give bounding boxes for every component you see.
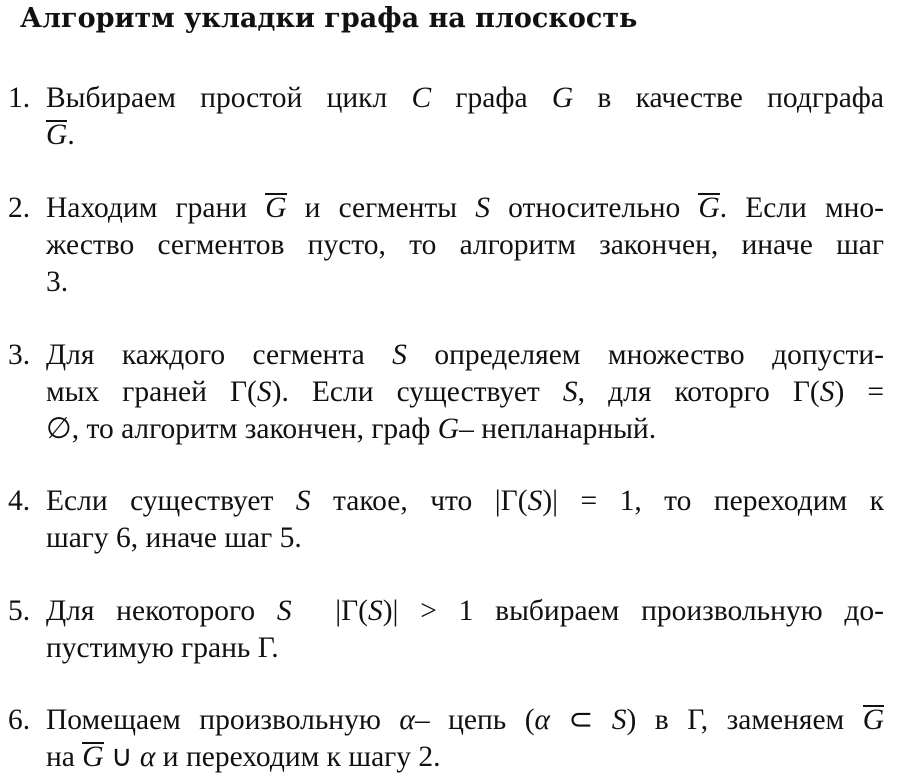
text-run: ⊂ xyxy=(550,704,612,736)
text-run: Выбираем простой цикл xyxy=(46,82,412,114)
step-text xyxy=(46,702,884,776)
step-number: 2. xyxy=(8,192,31,224)
step-line xyxy=(46,374,884,411)
math-symbol: S xyxy=(392,339,407,371)
step-line xyxy=(46,739,884,776)
step-number: 5. xyxy=(8,595,31,627)
text-run: ∪ xyxy=(103,741,140,773)
text-run: ) в Γ, заменяем xyxy=(626,704,863,736)
step-line xyxy=(46,117,884,154)
math-symbol: α xyxy=(399,704,415,736)
math-symbol: S xyxy=(367,595,383,627)
step-number: 4. xyxy=(8,485,31,517)
math-symbol: S xyxy=(295,485,311,517)
step-line xyxy=(46,630,884,667)
text-run: Если существует xyxy=(46,485,296,517)
text-run: )| = 1, то переходим к xyxy=(542,485,885,517)
math-symbol: S xyxy=(527,485,543,517)
step-number: 6. xyxy=(8,704,31,736)
step-line xyxy=(46,337,884,374)
text-run: ). Если существует xyxy=(271,376,563,408)
step-line xyxy=(46,411,884,448)
text-run: )| > 1 выбираем произвольную до- xyxy=(382,595,884,627)
text-run: . xyxy=(67,119,75,151)
math-symbol: S xyxy=(562,376,578,408)
step-line xyxy=(46,190,884,227)
step-line xyxy=(46,702,884,739)
text-run: мых граней Γ( xyxy=(46,376,257,408)
text-run: определяем множество допусти- xyxy=(406,339,884,371)
text-run: |Γ( xyxy=(291,595,368,627)
text-run: жество сегментов пусто, то алгоритм закончен, иначе шаг xyxy=(46,229,884,261)
overlined-symbol: G xyxy=(698,192,720,224)
text-run: ) = xyxy=(834,376,885,408)
math-symbol: S xyxy=(611,704,627,736)
math-symbol: α xyxy=(139,741,156,773)
text-run: , для которго Γ( xyxy=(577,376,820,408)
page-title: Алгоритм укладки графа на плоскость xyxy=(20,3,638,34)
step-text xyxy=(46,483,884,557)
step-number: 3. xyxy=(8,339,31,371)
text-run: Находим грани xyxy=(46,192,266,224)
text-run: Для некоторого xyxy=(46,595,277,627)
step-line xyxy=(46,483,884,520)
step-text xyxy=(46,337,884,448)
math-symbol: S xyxy=(819,376,835,408)
text-run: Для каждого сегмента xyxy=(46,339,393,371)
math-symbol: C xyxy=(411,82,432,114)
text-run: и переходим к шагу 2. xyxy=(155,741,441,773)
step-text xyxy=(46,593,884,667)
step-text xyxy=(46,80,884,154)
math-symbol: α xyxy=(534,704,551,736)
step-line xyxy=(46,593,884,630)
step-line xyxy=(46,520,884,557)
text-run: Помещаем произвольную xyxy=(46,704,400,736)
math-symbol: G xyxy=(551,82,574,114)
text-run: пустимую грань Γ. xyxy=(46,632,279,664)
text-run: относительно xyxy=(489,192,699,224)
text-run: . Если мно- xyxy=(719,192,884,224)
text-run: на xyxy=(46,741,83,773)
text-run: 3. xyxy=(46,266,69,298)
step-text xyxy=(46,190,884,301)
text-run: – цепь ( xyxy=(414,704,535,736)
text-run: и сегменты xyxy=(286,192,476,224)
math-symbol: S xyxy=(256,376,272,408)
text-run: такое, что |Γ( xyxy=(310,485,528,517)
text-run: – непланарный. xyxy=(459,413,657,445)
text-run: шагу 6, иначе шаг 5. xyxy=(46,522,302,554)
math-symbol: S xyxy=(475,192,490,224)
math-symbol: S xyxy=(276,595,292,627)
overlined-symbol: G xyxy=(265,192,287,224)
step-line xyxy=(46,80,884,117)
overlined-symbol: G xyxy=(82,741,104,773)
text-run: в качестве подграфа xyxy=(573,82,884,114)
overlined-symbol: G xyxy=(862,704,885,736)
step-number: 1. xyxy=(8,82,31,114)
step-line xyxy=(46,227,884,264)
text-run: графа xyxy=(431,82,552,114)
overlined-symbol: G xyxy=(46,119,68,151)
text-run: ∅, то алгоритм закончен, граф xyxy=(46,413,438,445)
step-line xyxy=(46,264,884,301)
math-symbol: G xyxy=(437,413,460,445)
